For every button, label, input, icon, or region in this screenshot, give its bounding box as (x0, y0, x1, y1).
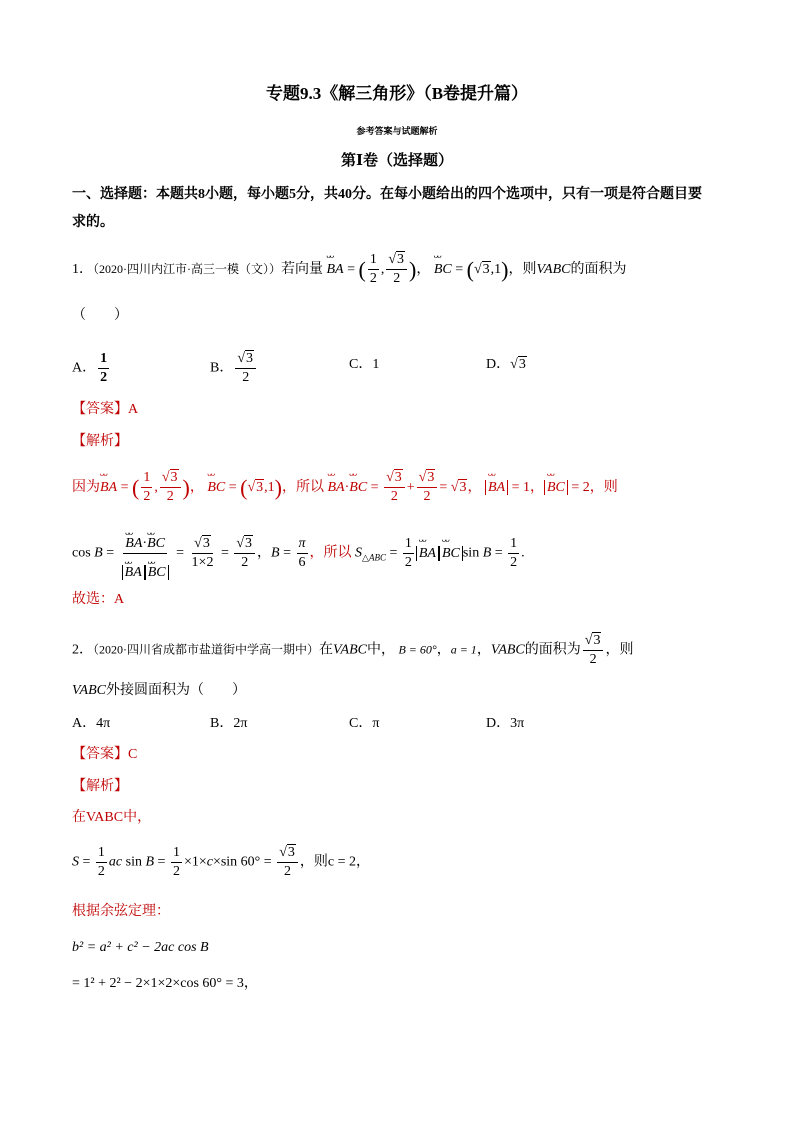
q1-stem-post: ，则 (508, 262, 537, 277)
q2-option-d: D．3π (486, 716, 525, 731)
q1-answer: 【答案】A (72, 402, 139, 417)
q2-option-c: C．π (349, 716, 380, 731)
page-title: 专题9.3《解三角形》（B卷提升篇） (265, 84, 529, 103)
q2-solution-area: S = $\frac{1}{2}$ ac sin B = $\frac{1}{2}$ ×1×c×sin 60° = $\frac{√3}{2}$ ，则c = 2， (72, 845, 370, 879)
q1-stem-pre: 若向量 (281, 262, 323, 277)
instructions-line1: 一、选择题：本题共8小题，每小题5分，共40分。在每小题给出的四个选项中，只有一项是符合题目要 (72, 187, 702, 202)
q1-analysis-label: 【解析】 (72, 434, 128, 449)
q2-stem-line2: VABC外接圆面积为（ ） (72, 683, 246, 698)
q2-solution-line1: 在VABC中， (72, 810, 152, 825)
q1-source: （2020·四川内江市·高三一模（文）） (93, 262, 281, 276)
vector-ba: ᴗᴗ BA (327, 250, 344, 280)
q2-cosine-label: 根据余弦定理： (72, 904, 170, 919)
q1-option-b: B． $\frac{√3}{2}$ (210, 352, 258, 385)
q1-stem: 1．（2020·四川内江市·高三一模（文））若向量 ᴗᴗ BA = ( $\frac{1}{2}$ , $\frac{√3}{2}$ )， ᴗᴗ BC = (√3,1)，则VABC的面积为 (72, 250, 626, 286)
q1-number: 1． (72, 262, 93, 277)
q1-option-d: D．√3 (486, 357, 526, 372)
q1-stem-end: 的面积为 (570, 262, 627, 277)
q1-triangle: VABC (536, 262, 571, 277)
section-title: 第Ⅰ卷（选择题） (340, 153, 454, 169)
q2-option-b: B．2π (210, 716, 248, 731)
q1-option-c: C．1 (349, 357, 380, 372)
vector-bc: ᴗᴗ BC (434, 250, 452, 280)
q2-analysis-label: 【解析】 (72, 779, 128, 794)
q2-solution-eq1: b² = a² + c² − 2ac cos B (72, 940, 209, 955)
q1-conclusion: 故选：A (72, 592, 125, 607)
instructions-line2: 求的。 (72, 215, 114, 230)
q1-option-a: A． $\frac{1}{2}$ (72, 351, 108, 385)
q1-paren: （ ） (72, 308, 128, 323)
page-subtitle: 参考答案与试题解析 (356, 126, 438, 136)
q2-option-a: A．4π (72, 716, 111, 731)
q1-solution-line2: cos B = ᴗᴗ BA·ᴗᴗ BC ᴗᴗ BAᴗᴗ BC = $\frac{√3}{1\times 2}$ = $\frac{√3}{2}$ ，B = $\frac{\pi}{6}$ ，所以 $S_{\triangle ABC}$ = $\frac{1}{2}$ ᴗᴗ BAᴗᴗ BC sin B = $\frac{1}{2}$ . (72, 527, 525, 580)
q1-solution-line1: 因为ᴗᴗ BA = ( $\frac{1}{2}$ , $\frac{√3}{2}$ )， ᴗᴗ BC = (√3,1)，所以 ᴗᴗ BA·ᴗᴗ BC = $\frac{√3}{2}$ + $\frac{√3}{2}$ = √3， ᴗᴗ BA = 1，ᴗᴗ BC = 2，则 (72, 468, 618, 504)
q2-solution-eq2: = 1² + 2² − 2×1×2×cos 60° = 3， (72, 976, 258, 991)
q2-answer: 【答案】C (72, 747, 138, 762)
q2-stem: 2．（2020·四川省成都市盐道街中学高一期中）在VABC中， B = 60°，a = 1，VABC的面积为 $\frac{√3}{2}$ ，则 (72, 633, 634, 667)
